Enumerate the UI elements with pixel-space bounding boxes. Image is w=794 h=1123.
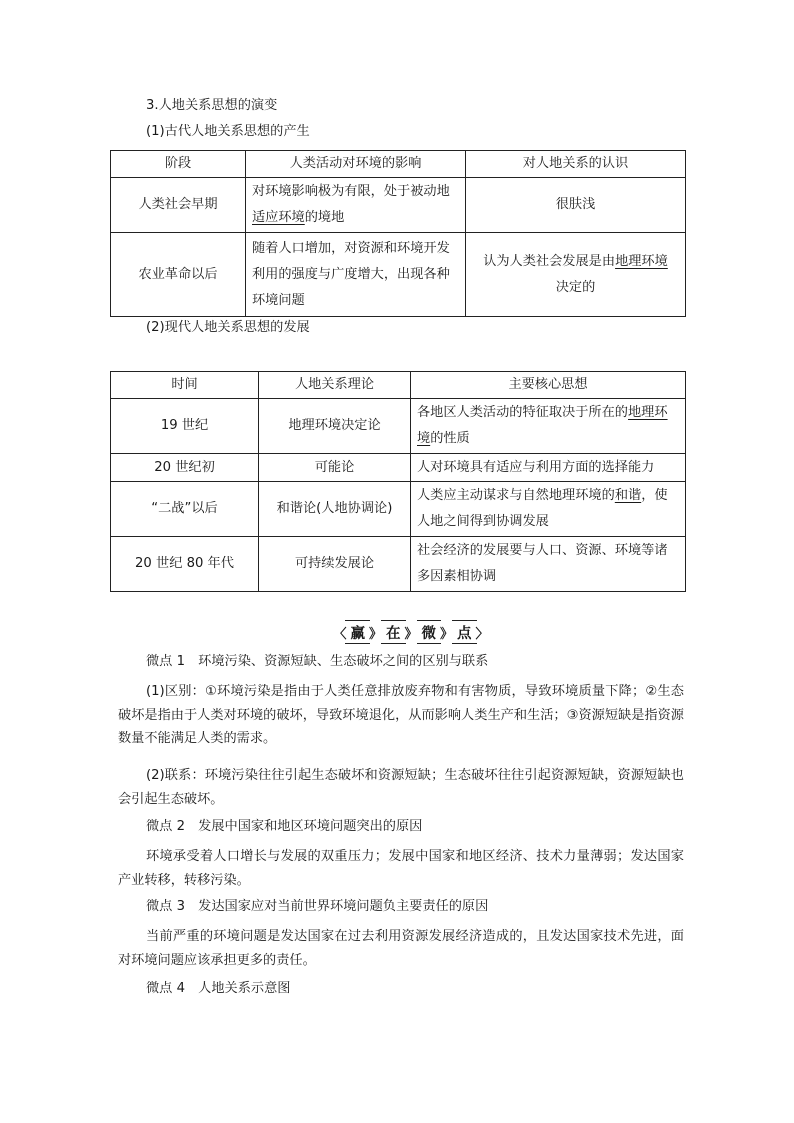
point-3-title: 微点 3 发达国家应对当前世界环境问题负主要责任的原因	[146, 899, 489, 914]
time-cell: “二战”以后	[111, 482, 259, 537]
idea-text: 人类应主动谋求与自然地理环境的	[417, 488, 615, 503]
ancient-thought-table	[110, 150, 686, 317]
table-header-cell: 人类活动对环境的影响	[246, 151, 466, 178]
idea-text-tail: ，使人地之间得到协调发展	[417, 488, 668, 529]
table-row	[111, 399, 686, 454]
banner-chevron-icon: 》	[440, 626, 454, 642]
banner-char: 微	[417, 620, 442, 644]
banner-chevron-icon: 〉	[475, 626, 489, 642]
banner-char: 赢	[345, 620, 370, 644]
impact-text: 随着人口增加，对资源和环境开发利用的强度与广度增大，出现各种环境问题	[252, 240, 450, 308]
idea-cell	[411, 482, 686, 537]
section-title: 3.人地关系思想的演变	[146, 98, 278, 113]
idea-text: 人对环境具有适应与利用方面的选择能力	[417, 459, 655, 475]
idea-text-tail: 的性质	[430, 431, 470, 446]
view-text-tail: 决定的	[555, 279, 596, 295]
point-4-title: 微点 4 人地关系示意图	[146, 981, 291, 996]
point-2-text: 环境承受着人口增长与发展的双重压力；发展中国家和地区经济、技术力量薄弱；发达国家产业转移，转移污染。	[118, 849, 684, 888]
banner-char: 在	[381, 620, 406, 644]
idea-text: 社会经济的发展要与人口、资源、环境等诸多因素相协调	[417, 543, 668, 584]
time-cell: 20 世纪 80 年代	[111, 537, 259, 592]
idea-cell	[411, 454, 686, 482]
impact-cell	[246, 233, 466, 317]
idea-text: 各地区人类活动的特征取决于所在的	[417, 405, 628, 420]
table-header-cell: 时间	[111, 372, 259, 399]
view-cell	[466, 178, 686, 233]
table-header-cell: 对人地关系的认识	[466, 151, 686, 178]
table-row	[111, 178, 686, 233]
table-row	[111, 482, 686, 537]
view-cell	[466, 233, 686, 317]
view-text: 很肤浅	[555, 197, 596, 212]
idea-cell	[411, 537, 686, 592]
view-text: 认为人类社会发展是由	[483, 253, 616, 269]
idea-underlined-term: 地理环境	[417, 405, 668, 446]
point-1-title: 微点 1 环境污染、资源短缺、生态破坏之间的区别与联系	[146, 654, 489, 669]
subsection-title-ancient: (1)古代人地关系思想的产生	[146, 124, 310, 139]
theory-cell: 和谐论(人地协调论)	[259, 482, 411, 537]
table-row	[111, 454, 686, 482]
table-header-cell: 阶段	[111, 151, 246, 178]
section-banner	[333, 620, 489, 644]
stage-cell: 人类社会早期	[111, 178, 246, 233]
table-header-cell: 主要核心思想	[411, 372, 686, 399]
impact-underlined-term: 适应环境	[252, 210, 305, 225]
point-1-distinction: (1)区别：①环境污染是指由于人类任意排放废弃物和有害物质，导致环境质量下降；②生态破坏是指由于人类对环境的破坏，导致环境退化，从而影响人类生产和生活；③资源短缺是指资源数量不能满足人类的需求。	[118, 684, 684, 746]
banner-chevron-icon: 》	[368, 626, 382, 642]
theory-cell: 地理环境决定论	[259, 399, 411, 454]
idea-cell	[411, 399, 686, 454]
banner-chevron-icon: 〈	[333, 626, 347, 642]
table-header-row	[111, 372, 686, 399]
banner-chevron-icon: 》	[404, 626, 418, 642]
subsection-title-modern: (2)现代人地关系思想的发展	[146, 320, 310, 335]
modern-thought-table	[110, 371, 686, 592]
impact-text: 对环境影响极为有限，处于被动地	[252, 184, 450, 199]
time-cell: 19 世纪	[111, 399, 259, 454]
point-1-connection: (2)联系：环境污染往往引起生态破坏和资源短缺；生态破坏往往引起资源短缺，资源短缺也会引起生态破坏。	[118, 768, 684, 807]
table-header-row	[111, 151, 686, 178]
stage-cell: 农业革命以后	[111, 233, 246, 317]
impact-text-tail: 的境地	[304, 210, 345, 225]
theory-cell: 可能论	[259, 454, 411, 482]
theory-cell: 可持续发展论	[259, 537, 411, 592]
table-header-cell: 人地关系理论	[259, 372, 411, 399]
idea-underlined-term: 和谐	[614, 488, 642, 503]
time-cell: 20 世纪初	[111, 454, 259, 482]
table-row	[111, 233, 686, 317]
point-3-text: 当前严重的环境问题是发达国家在过去利用资源发展经济造成的，且发达国家技术先进，面对环境问题应该承担更多的责任。	[118, 929, 684, 968]
impact-cell	[246, 178, 466, 233]
point-2-title: 微点 2 发展中国家和地区环境问题突出的原因	[146, 819, 423, 834]
table-row	[111, 537, 686, 592]
view-underlined-term: 地理环境	[615, 253, 668, 269]
banner-char: 点	[452, 620, 477, 644]
